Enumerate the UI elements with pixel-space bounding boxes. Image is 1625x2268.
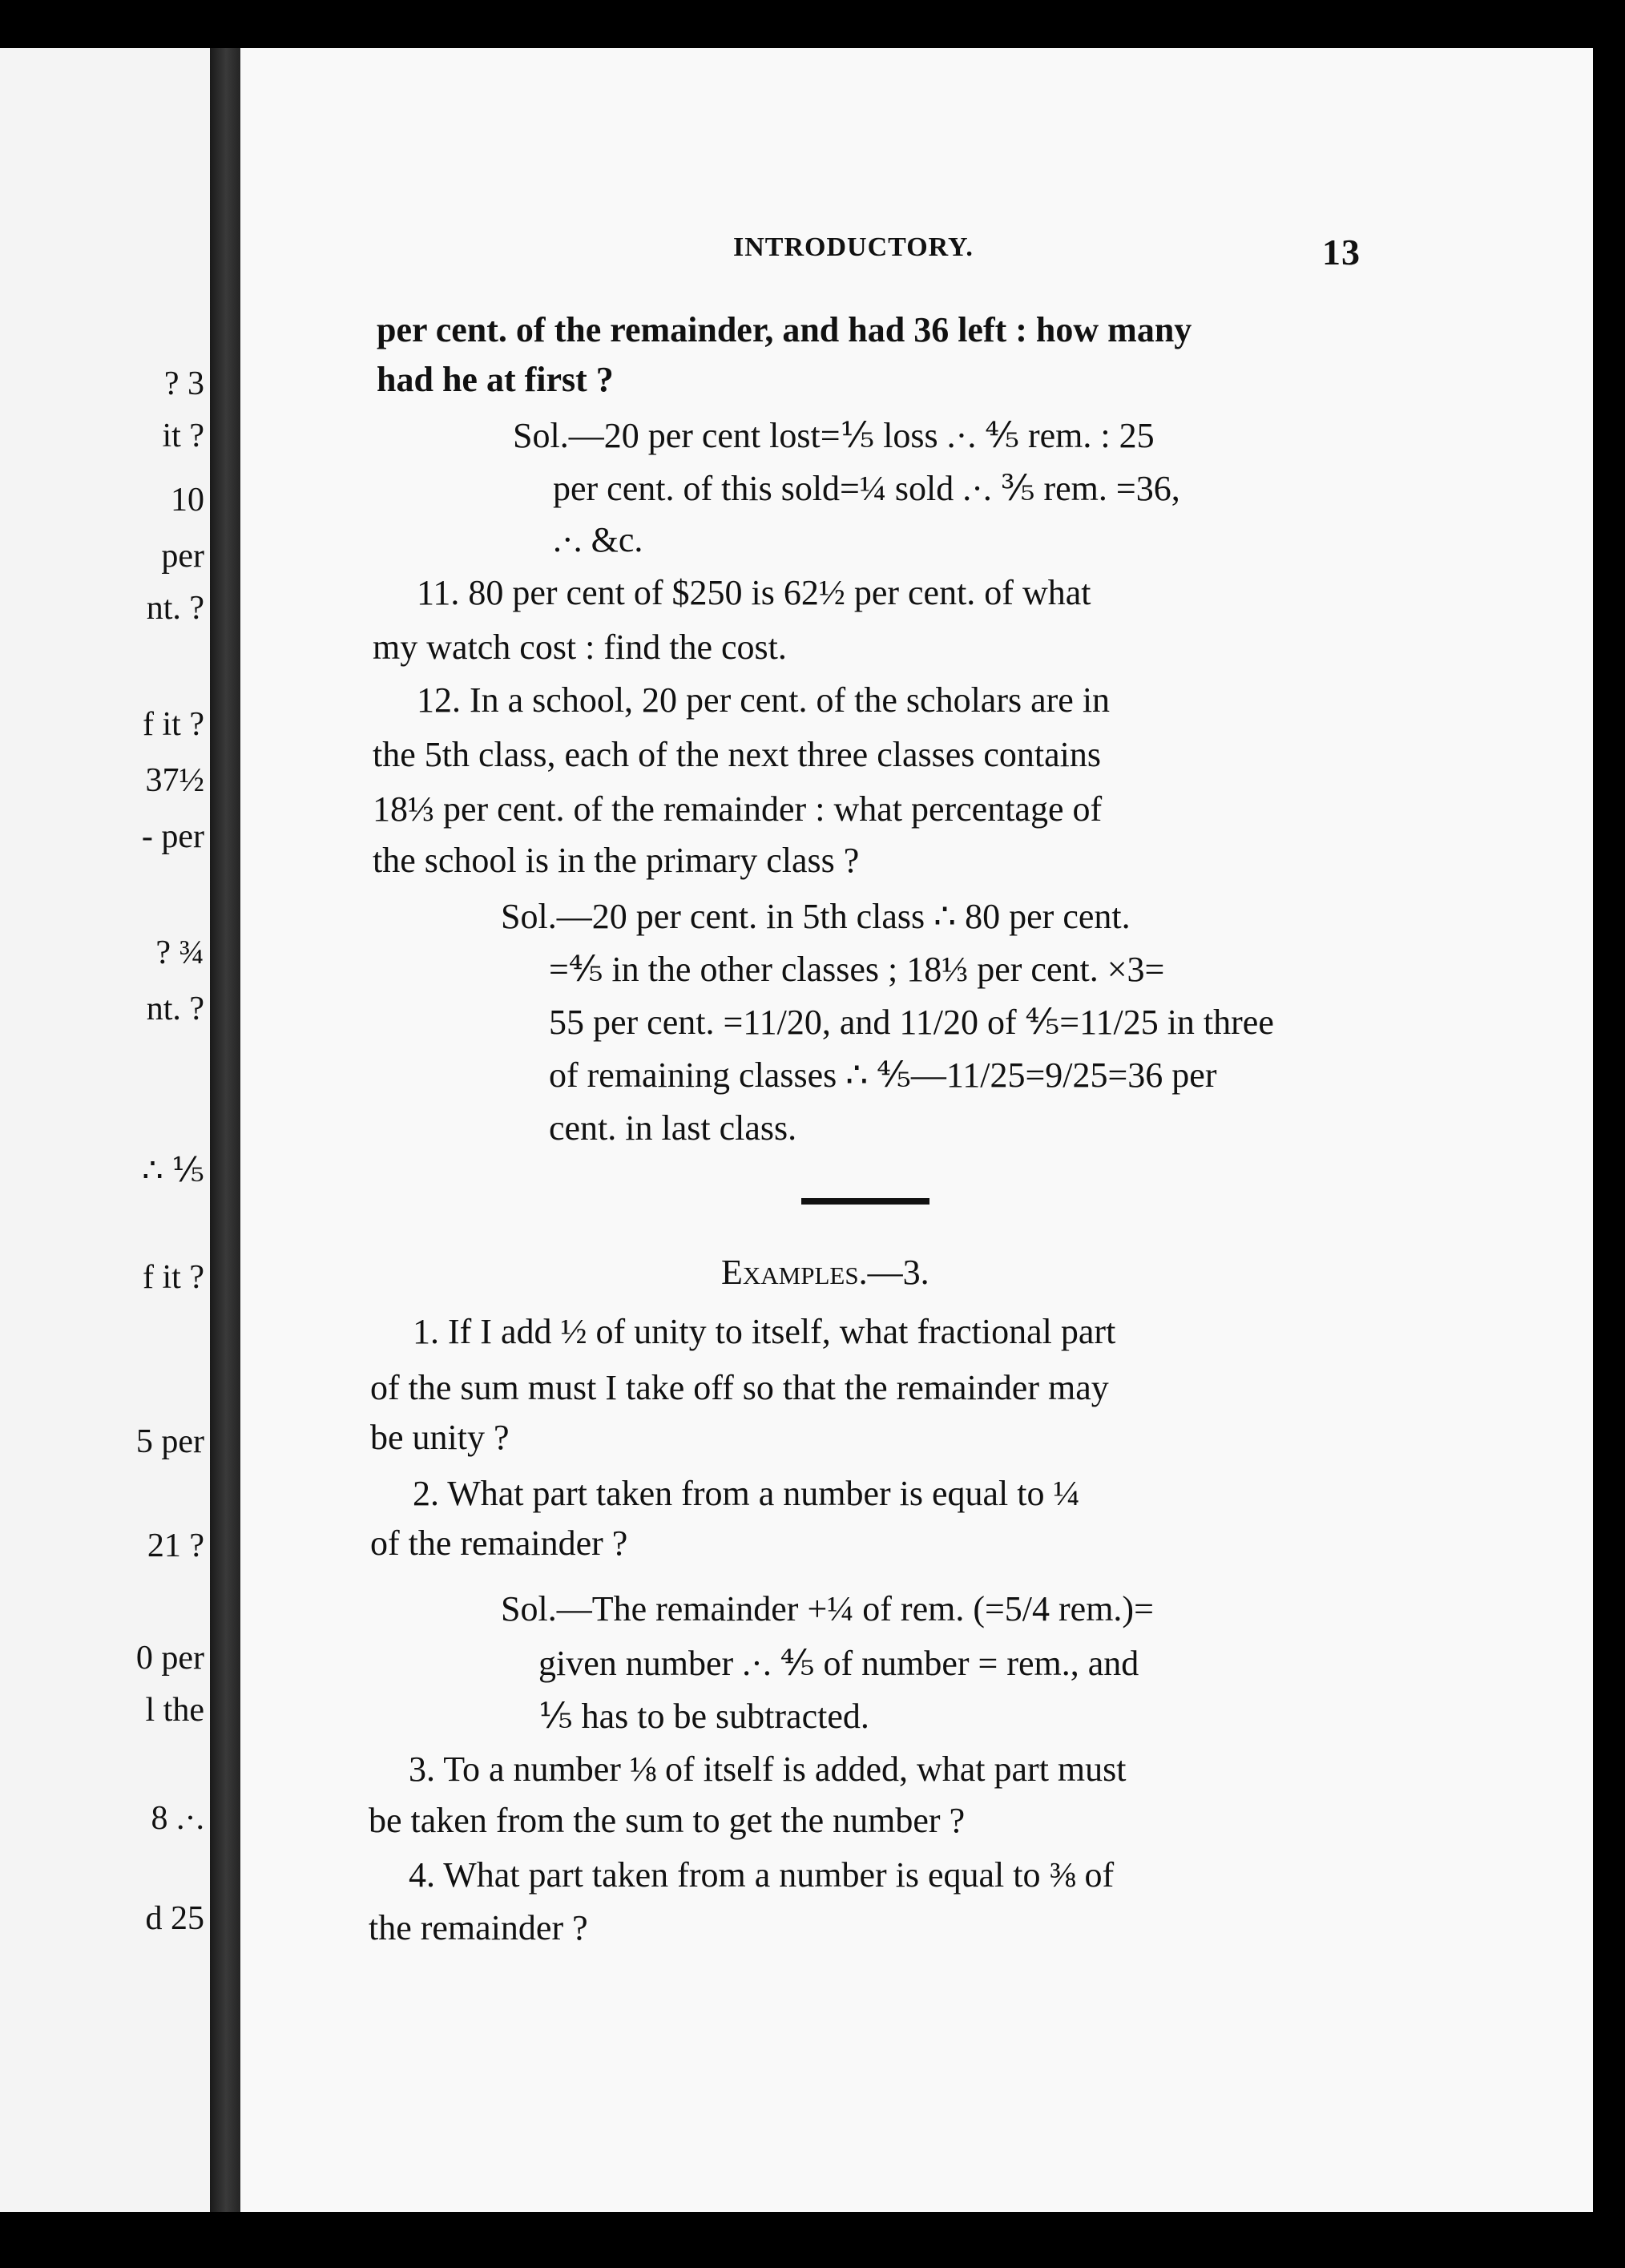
- problem-line: the school is in the primary class ?: [373, 841, 860, 880]
- running-head: INTRODUCTORY.: [733, 232, 974, 262]
- problem-line: of the remainder ?: [370, 1523, 628, 1563]
- text-line: had he at first ?: [377, 360, 614, 399]
- problem-line: 3. To a number ⅛ of itself is added, what part must: [409, 1749, 1127, 1789]
- problem-line: 11. 80 per cent of $250 is 62½ per cent. of what: [417, 573, 1091, 612]
- solution-line: Sol.—20 per cent lost=⅕ loss .·. ⅘ rem. : 25: [513, 416, 1155, 455]
- problem-line: be unity ?: [370, 1418, 510, 1457]
- solution-line: Sol.—20 per cent. in 5th class ∴ 80 per cent.: [501, 897, 1131, 936]
- problem-line: 12. In a school, 20 per cent. of the scholars are in: [417, 680, 1111, 720]
- left-fragment: f it ?: [143, 706, 204, 743]
- problem-line: of the sum must I take off so that the remainder may: [370, 1368, 1109, 1407]
- left-fragment: 0 per: [135, 1640, 204, 1677]
- left-fragment: 10: [171, 482, 204, 519]
- left-fragment: 37½: [145, 762, 204, 799]
- left-fragment: l the: [145, 1692, 204, 1729]
- problem-line: my watch cost : find the cost.: [373, 628, 787, 667]
- solution-line: of remaining classes ∴ ⅘—11/25=9/25=36 per: [549, 1055, 1217, 1095]
- solution-line: given number .·. ⅘ of number = rem., and: [538, 1644, 1139, 1683]
- section-rule: [801, 1198, 929, 1205]
- left-fragment: ? 3: [163, 365, 204, 402]
- page-number: 13: [1322, 232, 1361, 272]
- solution-line: Sol.—The remainder +¼ of rem. (=5/4 rem.)=: [501, 1589, 1154, 1628]
- problem-line: 2. What part taken from a number is equal to ¼: [413, 1474, 1080, 1513]
- left-fragment: - per: [141, 818, 204, 855]
- left-fragment: it ?: [162, 418, 204, 454]
- left-fragment: 5 per: [135, 1423, 204, 1460]
- left-fragment: 8 .·.: [151, 1800, 204, 1837]
- solution-line: cent. in last class.: [549, 1108, 797, 1148]
- solution-line: per cent. of this sold=¼ sold .·. ⅗ rem. =36,: [553, 469, 1180, 508]
- problem-line: the remainder ?: [369, 1908, 588, 1947]
- solution-line: 55 per cent. =11/20, and 11/20 of ⅘=11/25 in three: [549, 1003, 1274, 1042]
- left-fragment: nt. ?: [146, 590, 204, 627]
- section-heading: Examples.—3.: [721, 1253, 929, 1292]
- left-fragment: f it ?: [143, 1259, 204, 1296]
- left-fragment: ∴ ⅕: [142, 1152, 204, 1189]
- problem-line: the 5th class, each of the next three classes contains: [373, 735, 1102, 774]
- solution-line: ⅕ has to be subtracted.: [538, 1697, 869, 1736]
- left-fragment: nt. ?: [146, 991, 204, 1027]
- left-fragment: 21 ?: [147, 1527, 204, 1564]
- left-fragment: ? ¾: [155, 934, 204, 971]
- solution-line: .·. &c.: [553, 520, 643, 559]
- problem-line: 1. If I add ½ of unity to itself, what fractional part: [413, 1312, 1116, 1351]
- left-fragment: per: [161, 538, 204, 575]
- problem-line: 18⅓ per cent. of the remainder : what percentage of: [373, 789, 1103, 829]
- problem-line: be taken from the sum to get the number ?: [369, 1801, 966, 1840]
- book-gutter: [210, 48, 242, 2212]
- solution-line: =⅘ in the other classes ; 18⅓ per cent. ×3=: [549, 950, 1165, 989]
- problem-line: 4. What part taken from a number is equal to ⅜ of: [409, 1855, 1115, 1895]
- text-line: per cent. of the remainder, and had 36 left : how many: [377, 310, 1192, 349]
- left-fragment: d 25: [145, 1900, 204, 1937]
